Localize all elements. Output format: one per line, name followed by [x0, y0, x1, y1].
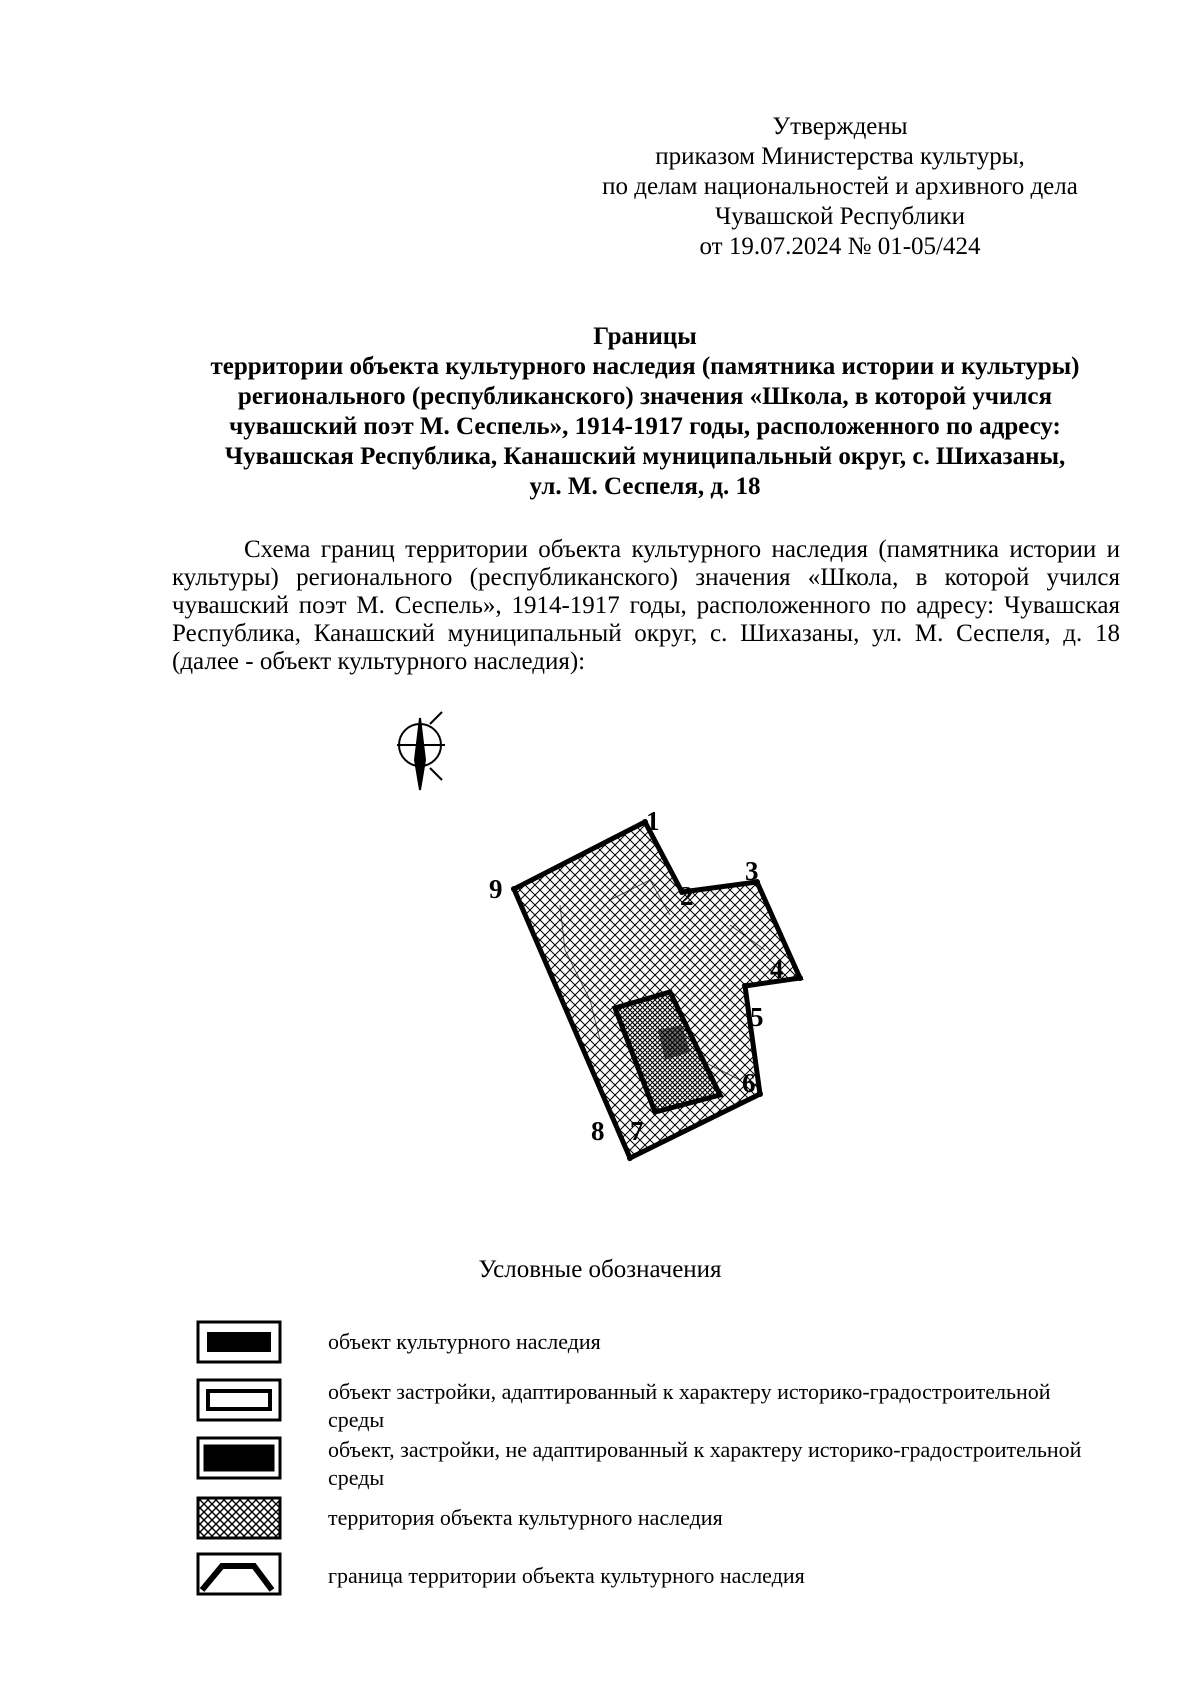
title-line: территории объекта культурного наследия (памятника истории и культуры): [210, 353, 1080, 380]
legend-title: Условные обозначения: [478, 1256, 722, 1283]
boundary-point: [511, 886, 517, 892]
point-label-1: 1: [646, 806, 660, 836]
filled-building-icon: [196, 1320, 282, 1364]
point-label-4: 4: [770, 954, 784, 984]
point-label-3: 3: [745, 856, 759, 886]
approval-line: приказом Министерства культуры,: [655, 143, 1025, 170]
legend-item: [196, 1496, 1096, 1556]
thick-filled-building-icon: [196, 1436, 282, 1480]
legend-text: объект застройки, адаптированный к характеру историко-градостроительной среды: [328, 1379, 1051, 1432]
approval-line: от 19.07.2024 № 01-05/424: [699, 233, 981, 260]
boundary-point: [797, 975, 803, 981]
point-label-8: 8: [591, 1116, 605, 1146]
boundary-line-icon: [196, 1552, 282, 1596]
crosshatch-territory-icon: [196, 1496, 282, 1540]
outlined-building-icon: [196, 1378, 282, 1422]
approval-block: [560, 112, 1120, 262]
legend-item: [196, 1552, 1096, 1612]
legend-item: [196, 1436, 1096, 1496]
approval-line: Чувашской Республики: [714, 203, 966, 230]
point-label-2: 2: [680, 881, 694, 911]
legend-text: территория объекта культурного наследия: [328, 1505, 723, 1530]
point-label-5: 5: [750, 1002, 764, 1032]
north-arrow-icon: [397, 712, 445, 790]
title-line: ул. М. Сеспеля, д. 18: [529, 473, 761, 500]
approval-line: по делам национальностей и архивного дела: [602, 173, 1078, 200]
title-line: Границы: [593, 323, 697, 350]
legend-item: [196, 1320, 1096, 1380]
point-label-6: 6: [742, 1068, 756, 1098]
point-label-9: 9: [489, 874, 503, 904]
boundary-point: [627, 1155, 633, 1161]
legend-text: объект, застройки, не адаптированный к характеру историко-градостроительной среды: [328, 1437, 1082, 1490]
boundary-point: [757, 1091, 763, 1097]
intro-paragraph: Схема границ территории объекта культурного наследия (памятника истории и культуры) регионального (республиканского) значения «Школа, в которой учился чувашский поэт М. Сеспель», 1914-1917 годы, расположенного по адресу: Чувашская Республика, Канашский муниципальный округ, с. Шихазаны, ул. М. Сеспеля, д. 18 (далее - объект культурного наследия):: [172, 536, 1120, 675]
legend-text: граница территории объекта культурного наследия: [328, 1563, 805, 1588]
title-line: чувашский поэт М. Сеспель», 1914-1917 годы, расположенного по адресу:: [229, 413, 1061, 440]
point-label-7: 7: [630, 1116, 644, 1146]
title-line: регионального (республиканского) значения «Школа, в которой учился: [237, 383, 1053, 410]
legend-item: [196, 1378, 1096, 1438]
approval-line: Утверждены: [772, 113, 908, 140]
boundary-scheme: [380, 705, 860, 1175]
document-title: [150, 322, 1140, 502]
boundary-point: [742, 983, 748, 989]
legend-text: объект культурного наследия: [328, 1329, 601, 1354]
title-line: Чувашская Республика, Канашский муниципальный округ, с. Шихазаны,: [224, 443, 1066, 470]
